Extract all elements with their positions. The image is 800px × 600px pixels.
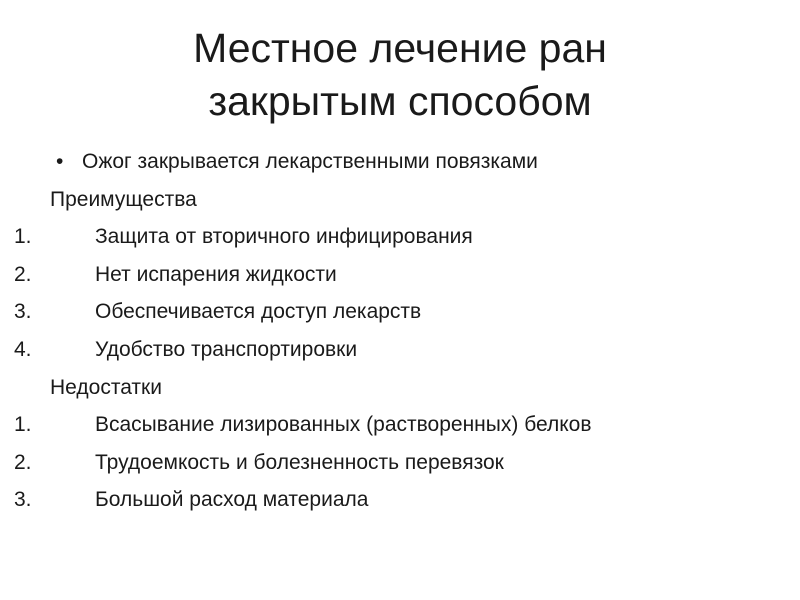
disadvantage-item-2	[0, 444, 800, 482]
bullet-marker: •	[56, 150, 64, 173]
advantage-number: 2.	[14, 262, 32, 286]
disadvantages-heading-text: Недостатки	[50, 375, 162, 399]
disadvantage-text: Большой расход материала	[95, 488, 369, 512]
disadvantage-number: 1.	[14, 413, 32, 437]
advantage-text: Нет испарения жидкости	[95, 262, 337, 286]
advantage-item-1	[0, 218, 800, 256]
advantage-number: 1.	[14, 225, 32, 249]
disadvantage-number: 3.	[14, 488, 32, 512]
slide-title-line-2: закрытым способом	[208, 78, 592, 124]
advantage-text: Защита от вторичного инфицирования	[95, 225, 473, 249]
advantage-text: Обеспечивается доступ лекарств	[95, 300, 422, 324]
disadvantage-item-1	[0, 406, 800, 444]
disadvantage-text: Всасывание лизированных (растворенных) белков	[95, 413, 592, 437]
advantage-item-4	[0, 331, 800, 369]
bullet-text: Ожог закрывается лекарственными повязками	[82, 150, 538, 173]
disadvantage-text: Трудоемкость и болезненность перевязок	[95, 450, 504, 474]
advantages-heading-text: Преимущества	[50, 187, 197, 211]
advantage-number: 4.	[14, 337, 32, 361]
slide-title	[0, 22, 800, 128]
advantages-heading	[0, 181, 800, 219]
bullet-item	[0, 143, 800, 181]
disadvantage-number: 2.	[14, 450, 32, 474]
slide-content	[0, 143, 800, 519]
advantage-number: 3.	[14, 300, 32, 324]
advantage-item-3	[0, 293, 800, 331]
disadvantages-heading	[0, 369, 800, 407]
advantage-item-2	[0, 256, 800, 294]
advantage-text: Удобство транспортировки	[95, 337, 358, 361]
disadvantage-item-3	[0, 481, 800, 519]
slide-title-line-1: Местное лечение ран	[193, 25, 607, 71]
